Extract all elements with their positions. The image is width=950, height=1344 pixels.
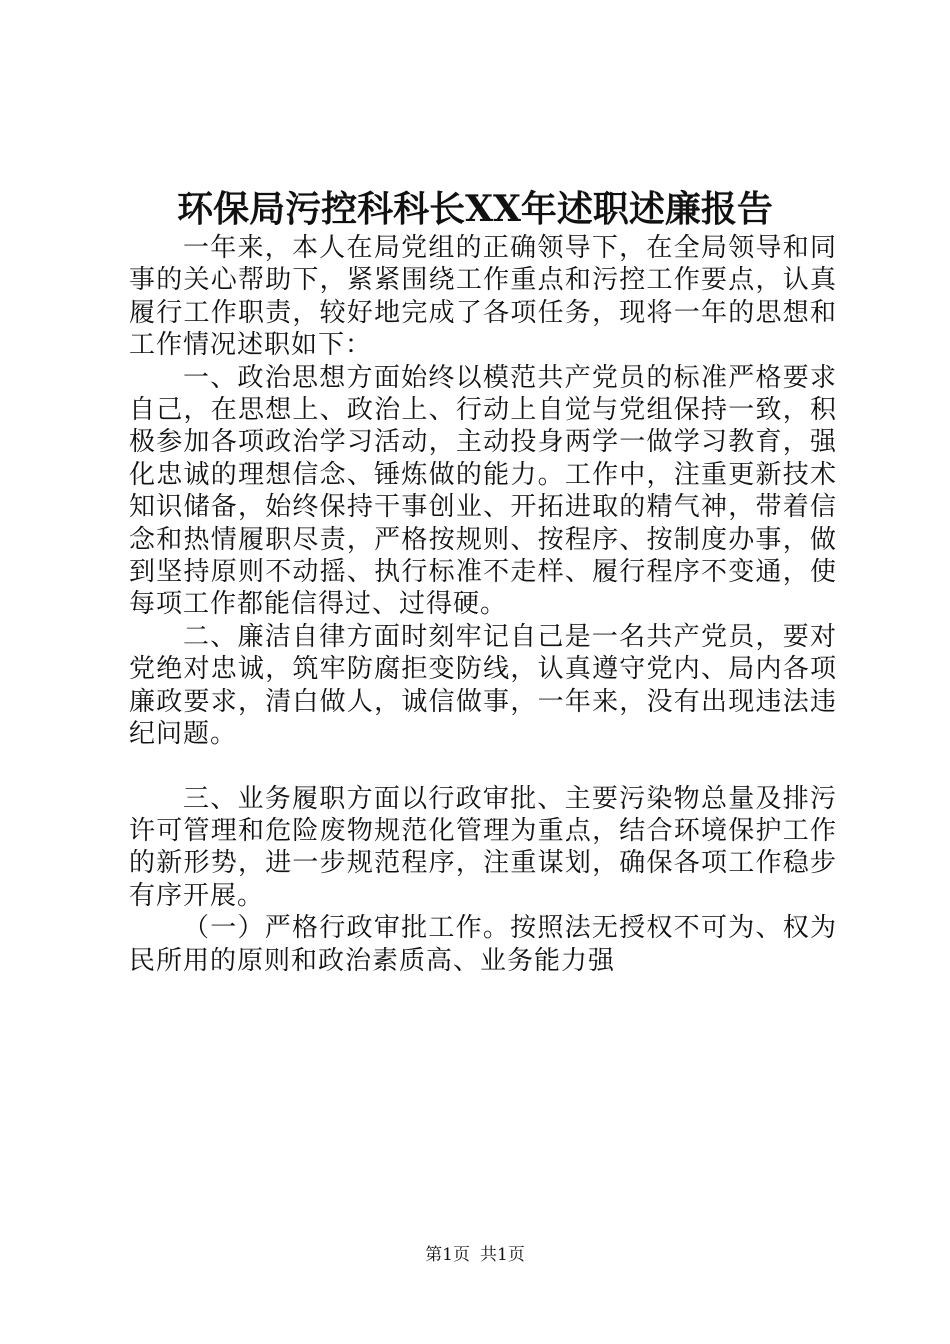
paragraph-political: 一、政治思想方面始终以模范共产党员的标准严格要求自己，在思想上、政治上、行动上自觉与党组保持一致，积极参加各项政治学习活动，主动投身两学一做学习教育，强化忠诚的理想信念、锤炼做的能力。工作中，注重更新技术知识储备，始终保持干事创业、开拓进取的精气神，带着信念和热情履职尽责，严格按规则、按程序、按制度办事，做到坚持原则不动摇、执行标准不走样、履行程序不变通，使每项工作都能信得过、过得硬。 xyxy=(129,362,837,620)
document-body xyxy=(129,232,837,977)
paragraph-approval: （一）严格行政审批工作。按照法无授权不可为、权为民所用的原则和政治素质高、业务能力强 xyxy=(129,913,837,976)
document-title: 环保局污控科科长XX年述职述廉报告 xyxy=(177,188,773,230)
page-footer xyxy=(0,1244,950,1266)
paragraph-intro: 一年来，本人在局党组的正确领导下，在全局领导和同事的关心帮助下，紧紧围绕工作重点和污控工作要点，认真履行工作职责，较好地完成了各项任务，现将一年的思想和工作情况述职如下： xyxy=(129,233,837,361)
page-number: 第1页 xyxy=(425,1245,470,1265)
paragraph-integrity: 二、廉洁自律方面时刻牢记自己是一名共产党员，要对党绝对忠诚，筑牢防腐拒变防线，认真遵守党内、局内各项廉政要求，清白做人，诚信做事，一年来，没有出现违法违纪问题。 xyxy=(129,621,837,750)
paragraph-duties: 三、业务履职方面以行政审批、主要污染物总量及排污许可管理和危险废物规范化管理为重点，结合环境保护工作的新形势，进一步规范程序，注重谋划，确保各项工作稳步有序开展。 xyxy=(129,783,837,911)
page-total: 共1页 xyxy=(480,1245,525,1265)
